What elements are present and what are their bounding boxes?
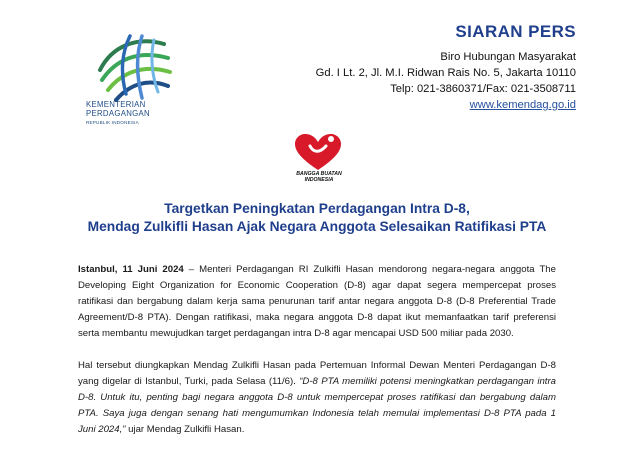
ministry-name-line2: PERDAGANGAN <box>86 109 150 118</box>
dateline: Istanbul, 11 Juni 2024 <box>78 264 184 275</box>
paragraph-1 <box>78 262 556 342</box>
bureau-name: Biro Hubungan Masyarakat <box>440 51 576 63</box>
headline <box>0 200 634 236</box>
press-title: SIARAN PERS <box>455 22 576 41</box>
headline-line2: Mendag Zulkifli Hasan Ajak Negara Anggota Selesaikan Ratifikasi PTA <box>87 219 547 234</box>
headline-line1: Targetkan Peningkatan Perdagangan Intra D-8, <box>164 201 470 216</box>
website-link[interactable]: www.kemendag.go.id <box>469 99 576 111</box>
paragraph-2-text: Hal tersebut diungkapkan Mendag Zulkifli Hasan pada Pertemuan Informal Dewan Menteri Perdagangan D-8 yang digelar di Istanbul, Turki, pada Selasa (11/6). <box>78 360 556 387</box>
badge-text-line2: INDONESIA <box>304 176 334 183</box>
paragraph-2-quote: “D-8 PTA memiliki potensi meningkatkan perdagangan intra D-8. Untuk itu, penting bagi negara anggota D-8 untuk mempercepat proses ratifikasi dan bergabung dalam PTA. Saya juga dengan senang hati mengumumkan Indonesia telah memulai implementasi D-8 PTA pada 1 Juni 2024,” <box>78 376 556 435</box>
badge-text <box>288 172 350 183</box>
ministry-name-line3: REPUBLIK INDONESIA <box>86 120 139 125</box>
heart-icon <box>287 128 349 174</box>
press-header <box>276 24 576 113</box>
phone-fax-line: Telp: 021-3860371/Fax: 021-3508711 <box>390 83 576 95</box>
ministry-name <box>86 100 206 127</box>
ministry-name-line1: KEMENTERIAN <box>86 100 146 109</box>
address-line: Gd. I Lt. 2, Jl. M.I. Ridwan Rais No. 5, Jakarta 10110 <box>315 67 576 79</box>
paragraph-1-text: – Menteri Perdagangan RI Zulkifli Hasan mendorong negara-negara anggota The Developing Eight Organization for Economic Cooperation (D-8) agar dapat segera mempercepat proses ratifikasi dan bergabung dalam kerja sama penurunan tarif antar negara anggota D-8 (D-8 Preferential Trade Agreement/D-8 PTA). Dengan ratifikasi, maka negara anggota D-8 dapat ikut memanfaatkan tarif preferensi serta membantu mewujudkan target perdagangan intra D-8 agar mencapai USD 500 miliar pada 2030. <box>78 264 556 339</box>
badge-text-line1: BANGGA BUATAN <box>296 171 342 177</box>
article-body <box>78 262 556 454</box>
paragraph-2 <box>78 358 556 438</box>
paragraph-2-tail: ujar Mendag Zulkifli Hasan. <box>125 424 245 435</box>
